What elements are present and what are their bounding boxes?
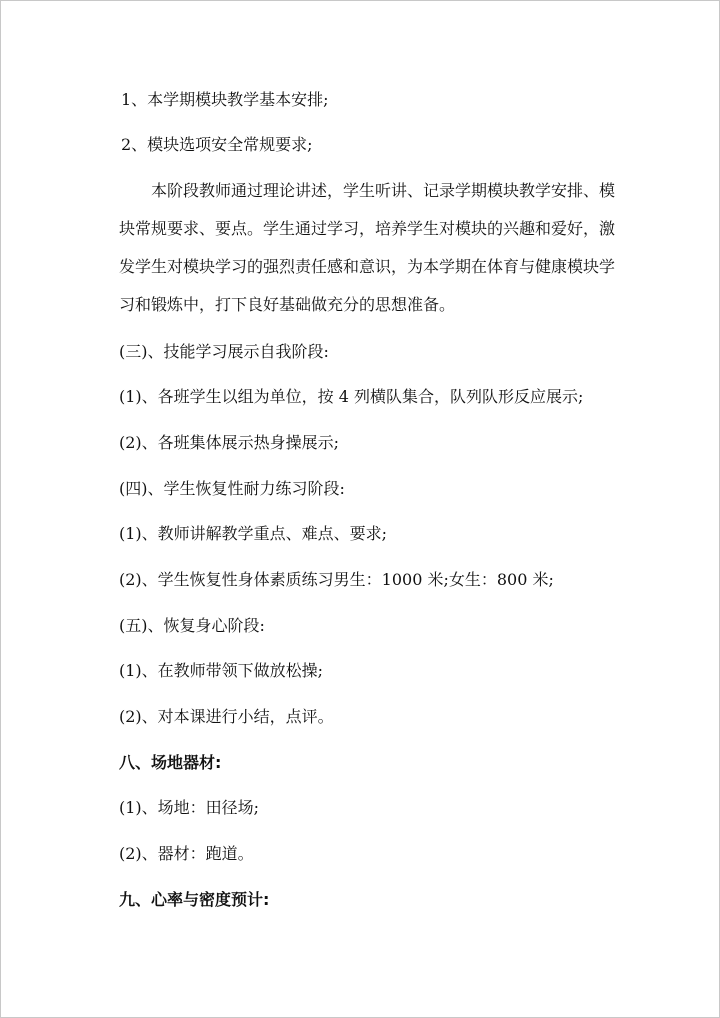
list-item: (1)、各班学生以组为单位，按 4 列横队集合，队列队形反应展示; [119, 387, 584, 406]
list-item: 1、本学期模块教学基本安排; [121, 90, 329, 109]
paragraph-line: 习和锻炼中，打下良好基础做充分的思想准备。 [119, 295, 456, 314]
list-item: (1)、教师讲解教学重点、难点、要求; [119, 524, 388, 543]
section-heading: (三)、技能学习展示自我阶段: [119, 342, 329, 361]
list-item: (2)、器材：跑道。 [119, 844, 254, 863]
list-item: (1)、在教师带领下做放松操; [119, 661, 324, 680]
paragraph-line: 块常规要求、要点。学生通过学习，培养学生对模块的兴趣和爱好，激 [119, 219, 616, 238]
paragraph-line: 本阶段教师通过理论讲述，学生听讲、记录学期模块教学安排、模 [151, 181, 616, 200]
list-item: 2、模块选项安全常规要求; [121, 135, 313, 154]
section-heading: (五)、恢复身心阶段: [119, 616, 265, 635]
list-item: (2)、各班集体展示热身操展示; [119, 433, 340, 452]
list-item: (2)、学生恢复性身体素质练习男生：1000 米;女生：800 米; [119, 570, 554, 589]
paragraph-line: 发学生对模块学习的强烈责任感和意识，为本学期在体育与健康模块学 [119, 257, 616, 276]
section-heading: (四)、学生恢复性耐力练习阶段: [119, 479, 345, 498]
list-item: (2)、对本课进行小结，点评。 [119, 707, 334, 726]
body-paragraph [119, 180, 639, 332]
section-heading: 九、心率与密度预计: [119, 890, 270, 909]
list-item: (1)、场地：田径场; [119, 798, 260, 817]
section-heading: 八、场地器材: [119, 753, 222, 772]
